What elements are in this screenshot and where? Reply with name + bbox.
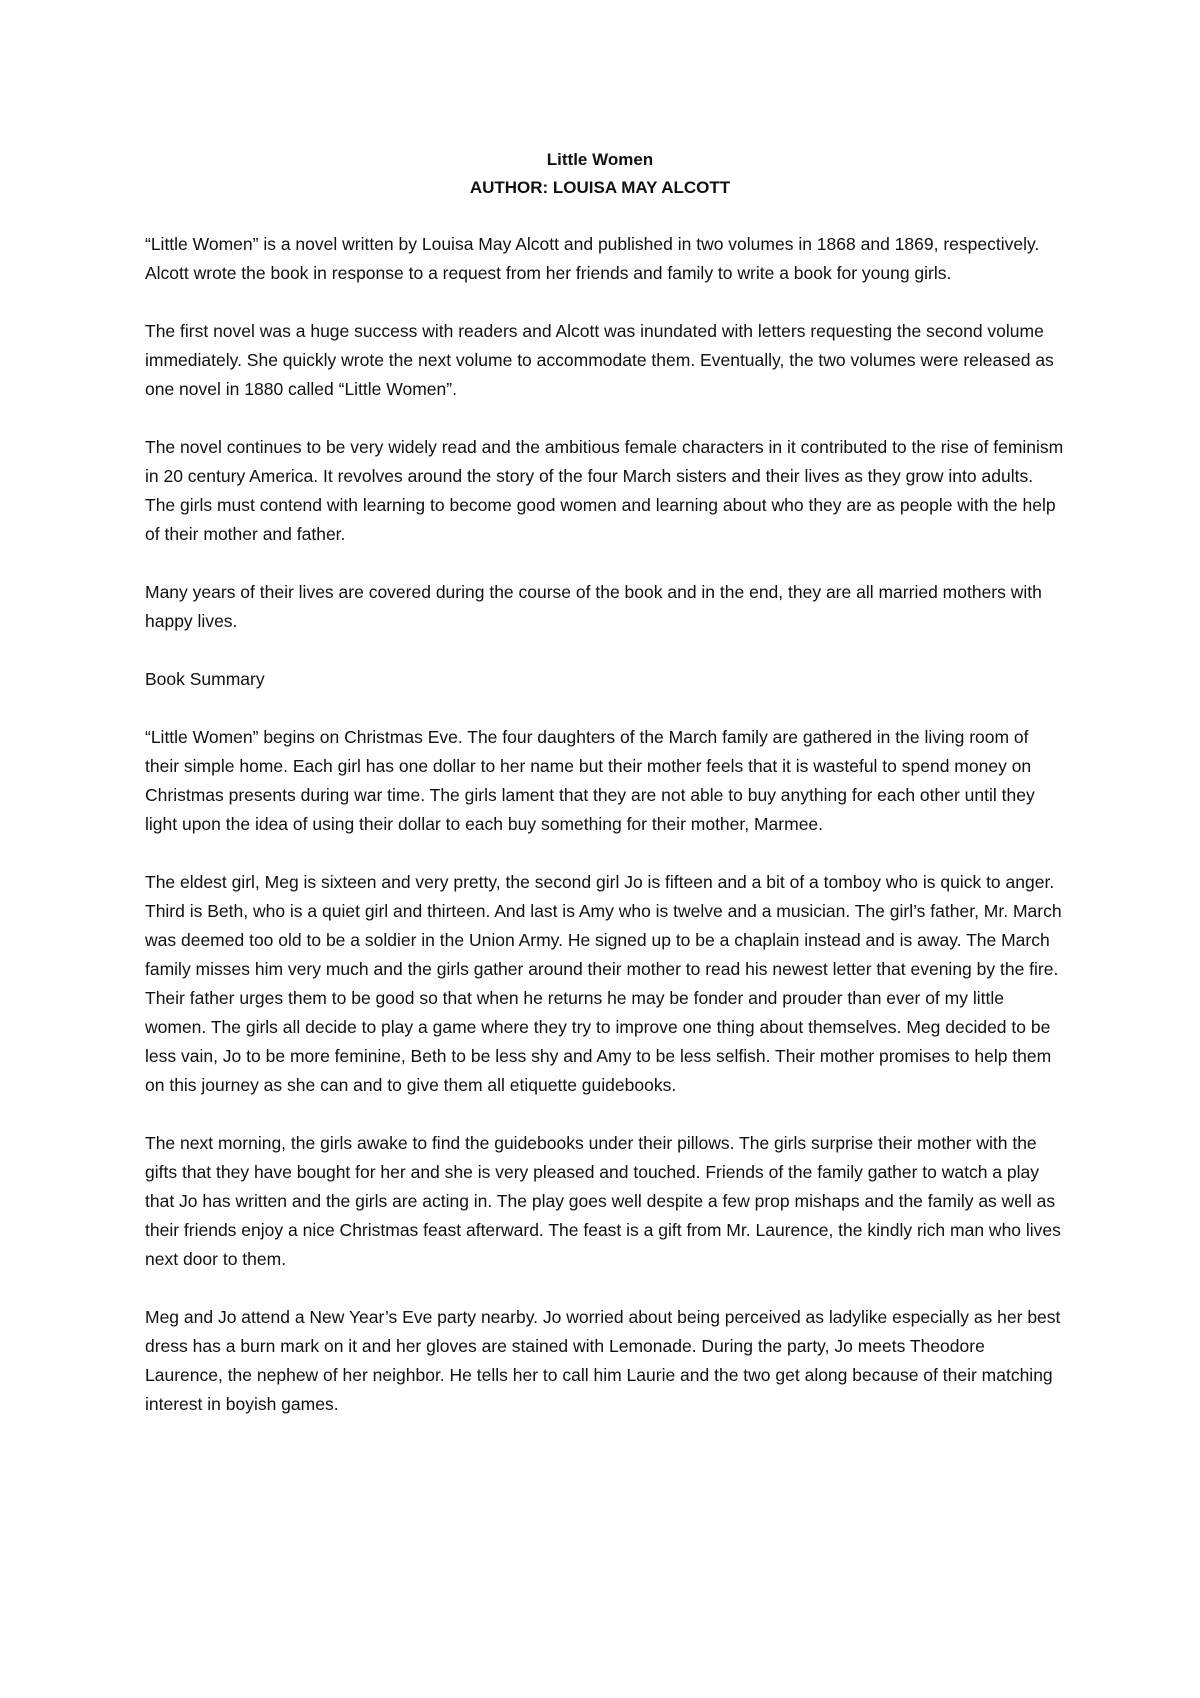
summary-paragraph-3: The next morning, the girls awake to find the guidebooks under their pillows. The girls surprise their mother with the gifts that they have bought for her and she is very pleased and touched. Friends of the family gather to watch a play that Jo has written and the girls are acting in. The play goes well despite a few prop mishaps and the family as well as their friends enjoy a nice Christmas feast afterward. The feast is a gift from Mr. Laurence, the kindly rich man who lives next door to them. <box>145 1133 1061 1269</box>
intro-paragraph-3: The novel continues to be very widely read and the ambitious female characters in it contributed to the rise of feminism in 20 century America. It revolves around the story of the four March sisters and their lives as they grow into adults. The girls must contend with learning to become good women and learning about who they are as people with the help of their mother and father. <box>145 437 1064 544</box>
author-line: AUTHOR: LOUISA MAY ALCOTT <box>469 178 731 197</box>
summary-paragraph-2: The eldest girl, Meg is sixteen and very pretty, the second girl Jo is fifteen and a bit of a tomboy who is quick to anger. Third is Beth, who is a quiet girl and thirteen. And last is Amy who is twelve and a musician. The girl’s father, Mr. March was deemed too old to be a soldier in the Union Army. He signed up to be a chaplain instead and is away. The March family misses him very much and the girls gather around their mother to read his newest letter that evening by the fire. Their father urges them to be good so that when he returns he may be fonder and prouder than ever of my little women. The girls all decide to play a game where they try to improve one thing about themselves. Meg decided to be less vain, Jo to be more feminine, Beth to be less shy and Amy to be less selfish. Their mother promises to help them on this journey as she can and to give them all etiquette guidebooks. <box>145 872 1062 1095</box>
document-title: Little Women <box>546 150 654 169</box>
intro-paragraph-1: “Little Women” is a novel written by Louisa May Alcott and published in two volumes in 1868 and 1869, respectively. Alcott wrote the book in response to a request from her friends and family to write a book for young girls. <box>145 234 1040 283</box>
title-block <box>0 146 1200 202</box>
summary-paragraph-1: “Little Women” begins on Christmas Eve. The four daughters of the March family are gathered in the living room of their simple home. Each girl has one dollar to her name but their mother feels that it is wasteful to spend money on Christmas presents during war time. The girls lament that they are not able to buy anything for each other until they light upon the idea of using their dollar to each buy something for their mother, Marmee. <box>145 727 1035 834</box>
intro-paragraph-2: The first novel was a huge success with readers and Alcott was inundated with letters requesting the second volume immediately. She quickly wrote the next volume to accommodate them. Eventually, the two volumes were released as one novel in 1880 called “Little Women”. <box>145 321 1054 399</box>
document-body <box>145 230 1065 1448</box>
intro-paragraph-4: Many years of their lives are covered during the course of the book and in the end, they are all married mothers with happy lives. <box>145 582 1042 631</box>
summary-paragraph-4: Meg and Jo attend a New Year’s Eve party nearby. Jo worried about being perceived as ladylike especially as her best dress has a burn mark on it and her gloves are stained with Lemonade. During the party, Jo meets Theodore Laurence, the nephew of her neighbor. He tells her to call him Laurie and the two get along because of their matching interest in boyish games. <box>145 1307 1061 1414</box>
section-heading: Book Summary <box>145 669 265 689</box>
